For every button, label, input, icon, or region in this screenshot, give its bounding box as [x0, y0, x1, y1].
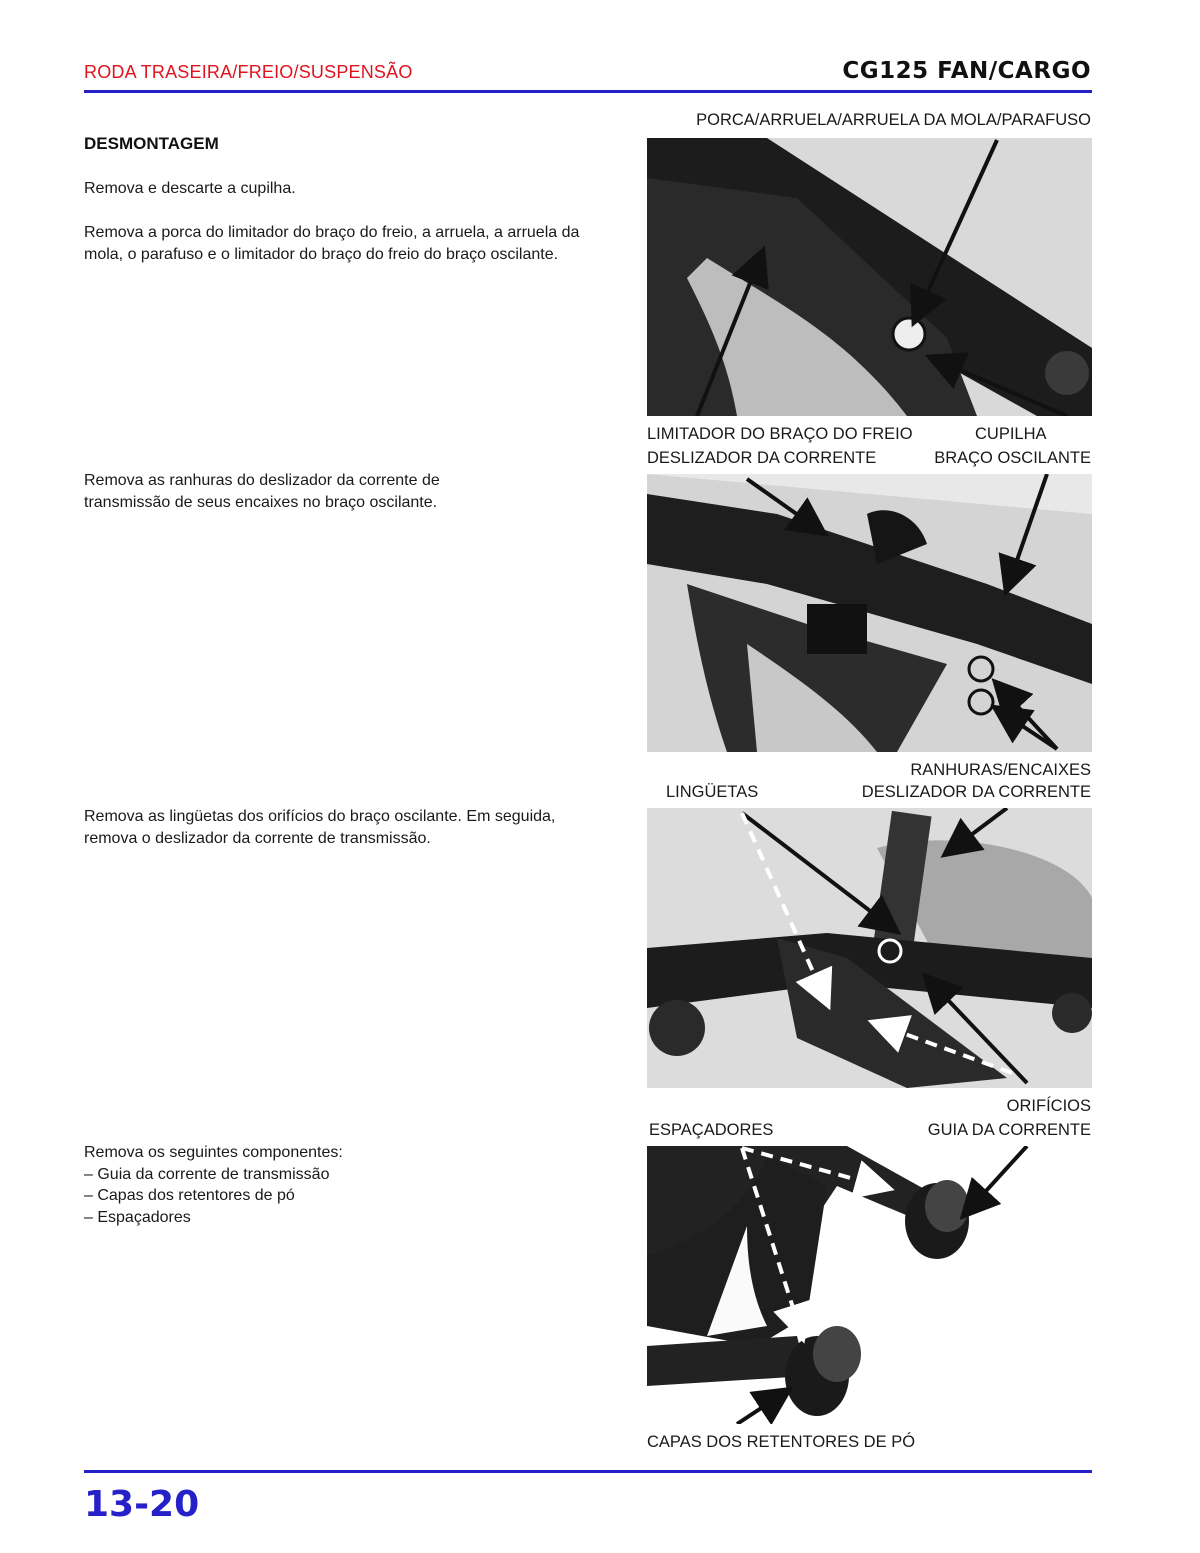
fig1-illustration	[647, 138, 1092, 416]
fig4-label-chain-guide: GUIA DA CORRENTE	[927, 1121, 1091, 1139]
fig2-illustration	[647, 474, 1092, 752]
fig3-label-holes: ORIFÍCIOS	[1006, 1097, 1091, 1115]
component-list-item: – Guia da corrente de transmissão	[84, 1165, 330, 1183]
step-1-text: Remova e descarte a cupilha.	[84, 180, 296, 197]
step-5-block	[84, 1142, 614, 1228]
fig2-photo	[647, 474, 1092, 752]
fig4-label-spacers: ESPAÇADORES	[649, 1121, 774, 1139]
fig2-label-chain-slider: DESLIZADOR DA CORRENTE	[647, 449, 877, 467]
fig1-photo	[647, 138, 1092, 416]
fig3-illustration	[647, 808, 1092, 1088]
fig3-photo	[647, 808, 1092, 1088]
component-list-item: – Espaçadores	[84, 1208, 191, 1226]
model-name: CG125 FAN/CARGO	[842, 58, 1091, 84]
section-title: RODA TRASEIRA/FREIO/SUSPENSÃO	[84, 62, 413, 82]
fig1-label-nut-washer: PORCA/ARRUELA/ARRUELA DA MOLA/PARAFUSO	[696, 111, 1091, 129]
fig3-label-chain-slider: DESLIZADOR DA CORRENTE	[861, 783, 1091, 801]
fig2-label-grooves: RANHURAS/ENCAIXES	[910, 761, 1091, 779]
fig4-label-dust-seal-caps: CAPAS DOS RETENTORES DE PÓ	[647, 1433, 916, 1451]
step-4-text: Remova as lingüetas dos orifícios do braço oscilante. Em seguida, remova o deslizador da corrente de transmissão.	[84, 808, 556, 847]
step-3-text: Remova as ranhuras do deslizador da corrente de transmissão de seus encaixes no braço oscilante.	[84, 472, 440, 511]
fig4-illustration	[647, 1146, 1092, 1424]
page-heading: DESMONTAGEM	[84, 134, 219, 153]
step-5-intro: Remova os seguintes componentes:	[84, 1144, 343, 1161]
step-2-text: Remova a porca do limitador do braço do freio, a arruela, a arruela da mola, o parafuso e o limitador do braço do freio do braço oscilante.	[84, 224, 580, 263]
header-rule	[84, 90, 1092, 93]
fig3-label-tabs: LINGÜETAS	[666, 783, 759, 801]
footer-rule	[84, 1470, 1092, 1473]
fig1-label-cotter-pin: CUPILHA	[975, 425, 1047, 443]
fig4-photo	[647, 1146, 1092, 1424]
fig2-label-swingarm: BRAÇO OSCILANTE	[934, 449, 1091, 467]
page-number: 13-20	[84, 1484, 200, 1525]
fig1-label-brake-limiter: LIMITADOR DO BRAÇO DO FREIO	[647, 425, 913, 443]
component-list-item: – Capas dos retentores de pó	[84, 1187, 295, 1204]
